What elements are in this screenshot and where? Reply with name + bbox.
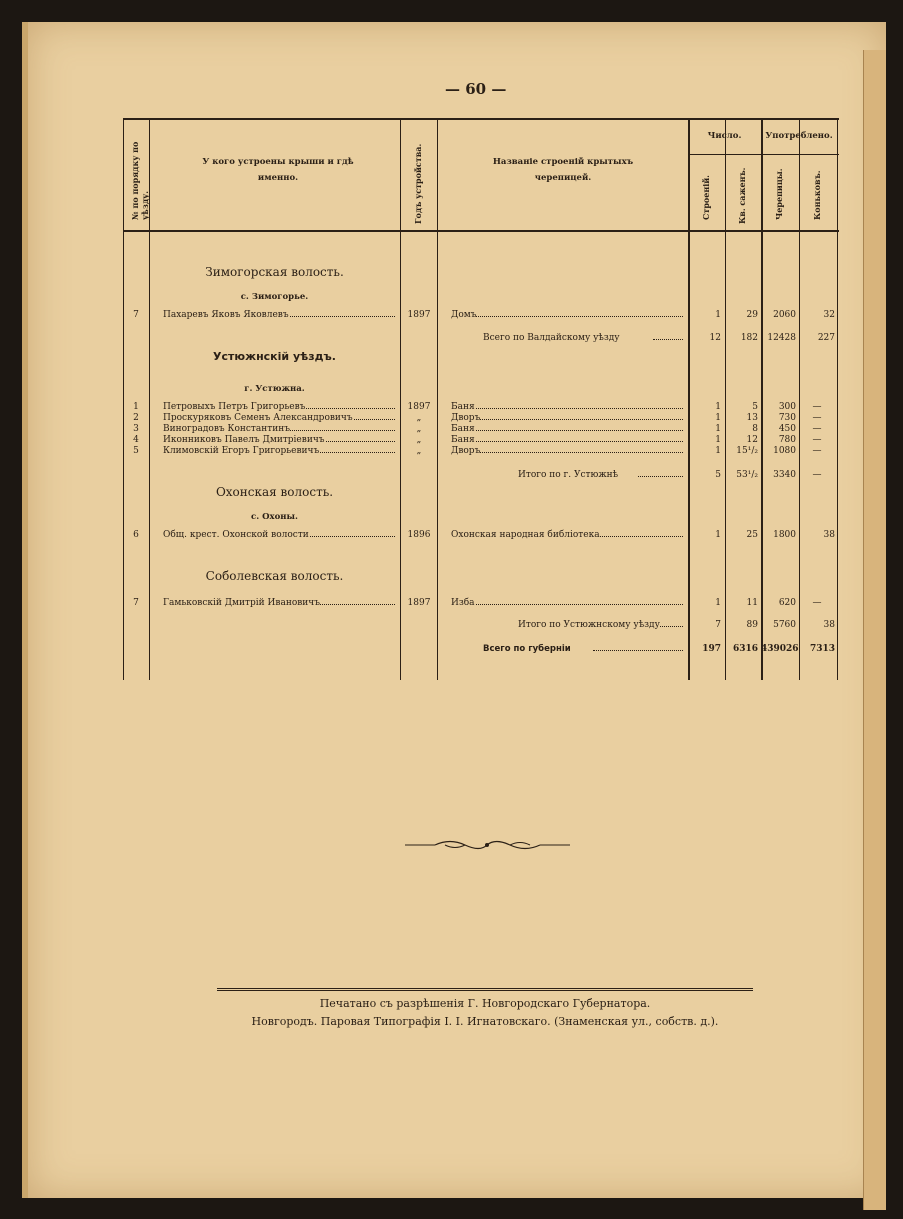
- page-number: — 60 —: [445, 80, 507, 98]
- table-rule: [400, 120, 401, 680]
- header-used: Употреблено.: [765, 131, 833, 141]
- table-row-grand-total: Всего по губерніи 197 6316 439026 7313: [483, 644, 835, 654]
- table-row: 2 Проскуряковъ Семенъ Александровичъ „ Дворъ 1 13 730 —: [133, 413, 822, 423]
- header-ridges: Коньковъ.: [812, 170, 822, 220]
- header-rule: [688, 154, 839, 155]
- subsection-okhony: с. Охоны.: [251, 512, 298, 522]
- header-year: Годъ устройства.: [413, 143, 423, 224]
- table-rule: [437, 120, 438, 680]
- table-rule: [761, 120, 763, 680]
- imprint-line-2: Новгородъ. Паровая Типографія І. І. Игнатовскаго. (Знаменская ул., собств. д.).: [251, 1014, 719, 1028]
- ornament-divider-icon: [405, 838, 570, 852]
- table-row: 1 Петровыхъ Петръ Григорьевъ 1897 Баня 1 5 300 —: [133, 402, 822, 412]
- table-row-total: Итого по г. Устюжнѣ 5 53¹/₂ 3340 —: [518, 470, 822, 480]
- section-sobolev: Соболевская волость.: [205, 569, 344, 583]
- table-row-total: Всего по Валдайскому уѣзду 12 182 12428 227: [483, 333, 835, 343]
- section-okhon: Охонская волость.: [215, 485, 334, 499]
- header-no: № по порядку по уѣзду.: [130, 141, 151, 220]
- header-name: Названіе строеній крытыхъ черепицей.: [492, 157, 634, 184]
- table-row: 6 Общ. крест. Охонской волости 1896 Охонская народная библіотека 1 25 1800 38: [133, 530, 835, 540]
- section-zimogorsk: Зимогорская волость.: [205, 265, 344, 279]
- subsection-zimogorye: с. Зимогорье.: [240, 292, 309, 302]
- imprint-line-1: Печатано съ разрѣшенія Г. Новгородскаго Губернатора.: [319, 997, 651, 1010]
- table-row-total: Итого по Устюжнскому уѣзду 7 89 5760 38: [518, 620, 835, 630]
- table-rule: [688, 120, 690, 680]
- header-sq: Кв. саженъ.: [737, 167, 747, 224]
- table-rule: [725, 120, 726, 680]
- imprint-footer: [217, 988, 753, 1030]
- table-rule: [123, 120, 124, 680]
- header-rule: [123, 230, 839, 232]
- header-count: Число.: [707, 131, 742, 141]
- header-tiles: Черепицы.: [774, 168, 784, 220]
- section-ustyuzh-uezd: Устюжнскій уѣздъ.: [213, 350, 336, 363]
- tile-roofs-table: [123, 118, 839, 680]
- table-row: 7 Гамьковскій Дмитрій Ивановичъ 1897 Изба 1 11 620 —: [133, 598, 822, 608]
- table-row: 3 Виноградовъ Константинъ „ Баня 1 8 450 —: [133, 424, 822, 434]
- page-edge: [863, 50, 886, 1210]
- table-row: 7 Пахаревъ Яковъ Яковлевъ 1897 Домъ 1 29 2060 32: [133, 310, 835, 320]
- table-row: 4 Иконниковъ Павелъ Дмитріевичъ „ Баня 1 12 780 —: [133, 435, 822, 445]
- subsection-ustyuzhna: г. Устюжна.: [244, 384, 305, 394]
- table-rule: [837, 120, 838, 680]
- table-row: 5 Климовскій Егоръ Григорьевичъ „ Дворъ 1 15¹/₂ 1080 —: [133, 446, 822, 456]
- header-who: У кого устроены крыши и гдѣ именно.: [202, 157, 354, 184]
- table-rule: [799, 120, 800, 680]
- header-buildings: Строеній.: [701, 175, 711, 220]
